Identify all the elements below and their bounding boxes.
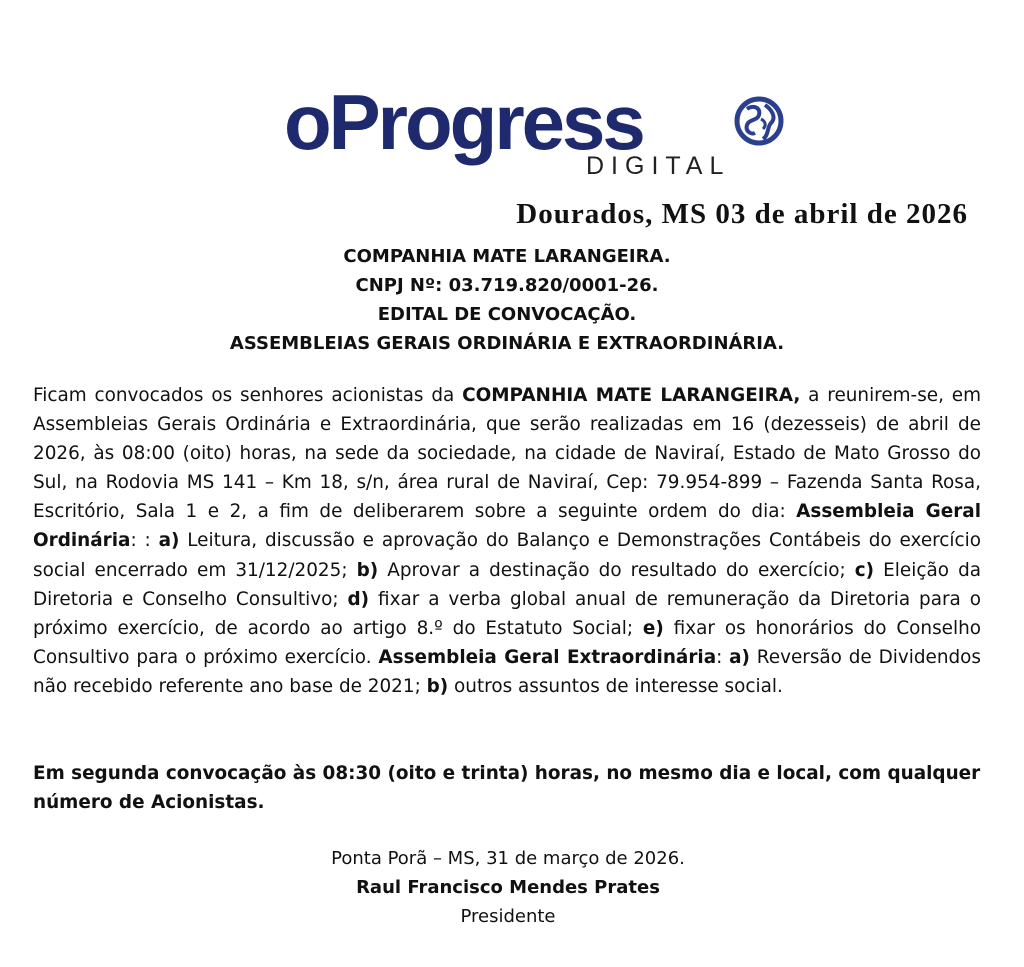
- item-marker-c: c): [854, 559, 875, 581]
- logo-subtitle: DIGITAL: [586, 152, 731, 180]
- extraordinary-assembly-title: Assembleia Geral Extraordinária: [378, 646, 717, 668]
- logo-wordmark: oProgress: [284, 78, 643, 166]
- signer-name: Raul Francisco Mendes Prates: [356, 877, 660, 898]
- body-text-segment: :: [716, 646, 730, 668]
- signer-role: Presidente: [460, 906, 556, 927]
- notice-paragraph: [33, 381, 981, 701]
- company-name-bold: COMPANHIA MATE LARANGEIRA,: [462, 385, 801, 406]
- item-marker-b: b): [426, 675, 449, 697]
- item-marker-a: a): [158, 530, 180, 552]
- dateline: Dourados, MS 03 de abril de 2026: [516, 198, 968, 230]
- body-text-segment: Aprovar a destinação do resultado do exercício;: [378, 559, 855, 581]
- body-text-segment: Ficam convocados os senhores acionistas da: [33, 385, 463, 406]
- notice-headings: [0, 242, 1014, 358]
- item-marker-e: e): [642, 617, 664, 639]
- ordinary-assembly-title: Assembleia Geral Ordinária: [33, 501, 982, 552]
- body-text-segment: Eleição da Diretoria e Conselho Consultivo;: [33, 559, 982, 610]
- body-text-segment: Reversão de Dividendos não recebido referente ano base de 2021;: [33, 646, 981, 697]
- cnpj-heading: CNPJ Nº: 03.719.820/0001-26.: [355, 275, 659, 296]
- item-marker-b: b): [356, 559, 379, 581]
- body-text-segment: fixar a verba global anual de remuneração da Diretoria para o próximo exercício, de acordo ao artigo 8.º do Estatuto Social;: [33, 588, 981, 639]
- newspaper-logo: [284, 78, 804, 182]
- second-call-notice: Em segunda convocação às 08:30 (oito e trinta) horas, no mesmo dia e local, com qualquer número de Acionistas.: [33, 763, 981, 814]
- place-and-date: Ponta Porã – MS, 31 de março de 2026.: [331, 848, 685, 869]
- company-name-heading: COMPANHIA MATE LARANGEIRA.: [343, 246, 671, 267]
- item-marker-d: d): [347, 588, 370, 610]
- item-marker-a: a): [729, 646, 750, 668]
- body-text-segment: outros assuntos de interesse social.: [448, 675, 783, 697]
- body-text-segment: fixar os honorários do Conselho Consultivo para o próximo exercício.: [33, 617, 981, 668]
- globe-icon: [733, 95, 785, 147]
- assemblies-heading: ASSEMBLEIAS GERAIS ORDINÁRIA E EXTRAORDINÁRIA.: [229, 333, 785, 354]
- body-text-segment: : :: [130, 530, 159, 552]
- body-text-segment: a reunirem-se, em Assembleias Gerais Ordinária e Extraordinária, que serão realizadas em 16 (dezesseis) de abril de 2026, às 08:00 (oito) horas, na sede da sociedade, na cidade de Naviraí, Estado de Mato Grosso do Sul, na Rodovia MS 141 – Km 18, s/n, área rural de Naviraí, Cep: 79.954-899 – Fazenda Santa Rosa, Escritório, Sala 1 e 2, a fim de deliberarem sobre a seguinte ordem do dia:: [33, 385, 981, 523]
- signature-block: [0, 844, 1016, 931]
- body-text-segment: Leitura, discussão e aprovação do Balanço e Demonstrações Contábeis do exercício social encerrado em 31/12/2025;: [33, 530, 981, 581]
- notice-body: [33, 381, 981, 701]
- notice-title-heading: EDITAL DE CONVOCAÇÃO.: [377, 304, 637, 325]
